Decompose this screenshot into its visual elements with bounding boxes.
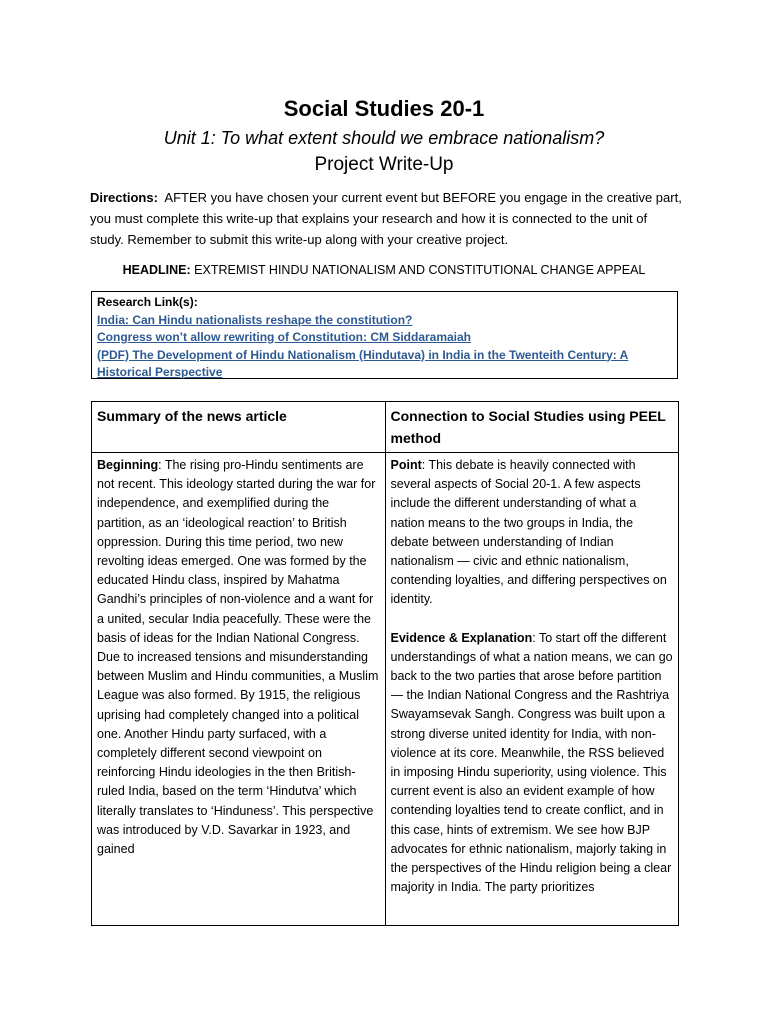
peel-evidence-label: Evidence & Explanation [390, 630, 533, 645]
summary-beginning-text: : The rising pro-Hindu sentiments are not recent. This ideology started during the war for independence, and exemplified during the partition, as an ‘ideological reaction’ to British oppression. During this time period, two new revolting ideas emerged. One was formed by the educated Hindu class, inspired by Mahatma Gandhi’s principles of non-violence and a want for a united, secular India peacefully. These were the basis of ideas for the Indian National Congress. Due to increased tensions and misunderstanding between Muslim and Hindu communities, a Muslim League was also formed. By 1915, the religious uprising had completely changed into a political one. Another Hindu party surfaced, with a completely different second viewpoint on reinforcing Hindu ideologies in the then British-ruled India, based on the term ‘Hindutva’ which literally translates to ‘Hinduness’. This perspective was introduced by V.D. Savarkar in 1923, and gained [97, 458, 379, 857]
writeup-table [91, 401, 679, 926]
headline [0, 260, 768, 280]
peel-point-text: : This debate is heavily connected with several aspects of Social 20-1. A few aspects include the different understanding of what a nation means to the two groups in India, the debate between understanding of Indian nationalism — civic and ethnic nationalism, contending loyalties, and differing perspectives on identity. [390, 458, 667, 607]
directions-text: AFTER you have chosen your current event but BEFORE you engage in the creative part, you must complete this write-up that explains your research and how it is connected to the unit of study. Remember to submit this write-up along with your creative project. [90, 190, 682, 247]
peel-point-label: Point [390, 458, 422, 472]
research-link-3[interactable]: (PDF) The Development of Hindu Nationalism (Hindutava) in India in the Twenteith Century: A Historical Perspective [97, 347, 629, 379]
paragraph-spacer [391, 610, 674, 629]
summary-column-header: Summary of the news article [92, 402, 386, 453]
summary-cell [92, 453, 386, 926]
headline-label: HEADLINE: [122, 263, 191, 277]
connection-column-header: Connection to Social Studies using PEEL method [385, 402, 679, 453]
peel-evidence-text: : To start off the different understandings of what a nation means, we can go back to the two parties that arose before partition — the Indian National Congress and the Rashtriya Swayamsevak Sangh. Congress was built upon a strong diverse united identity for India, with non-violence at its core. Meanwhile, the RSS believed in imposing Hindu superiority, using violence. This current event is also an evident example of how contending loyalties tend to create conflict, and in this case, hints of extremism. We see how BJP advocates for ethnic nationalism, majorly taking in the perspectives of the Hindu religion being a clear majority in India. The party prioritizes [390, 630, 673, 895]
unit-question: Unit 1: To what extent should we embrace nationalism? [163, 128, 605, 148]
peel-point-paragraph [391, 456, 674, 610]
research-links-label: Research Link(s): [97, 295, 198, 309]
table-body-row [92, 453, 679, 926]
table-header-row [92, 402, 679, 453]
research-link-2[interactable]: Congress won’t allow rewriting of Constitution: CM Siddaramaiah [97, 330, 472, 344]
document-type: Project Write-Up [314, 154, 454, 175]
summary-beginning-label: Beginning [97, 458, 159, 472]
research-link-1[interactable]: India: Can Hindu nationalists reshape the constitution? [97, 312, 413, 327]
headline-text: EXTREMIST HINDU NATIONALISM AND CONSTITUTIONAL CHANGE APPEAL [194, 263, 646, 277]
connection-cell [385, 453, 679, 926]
directions-label: Directions: [90, 190, 158, 205]
document-title: Social Studies 20-1 [283, 96, 485, 121]
peel-evidence-paragraph [391, 629, 674, 898]
directions-paragraph [90, 187, 682, 250]
research-links-box [91, 291, 678, 379]
